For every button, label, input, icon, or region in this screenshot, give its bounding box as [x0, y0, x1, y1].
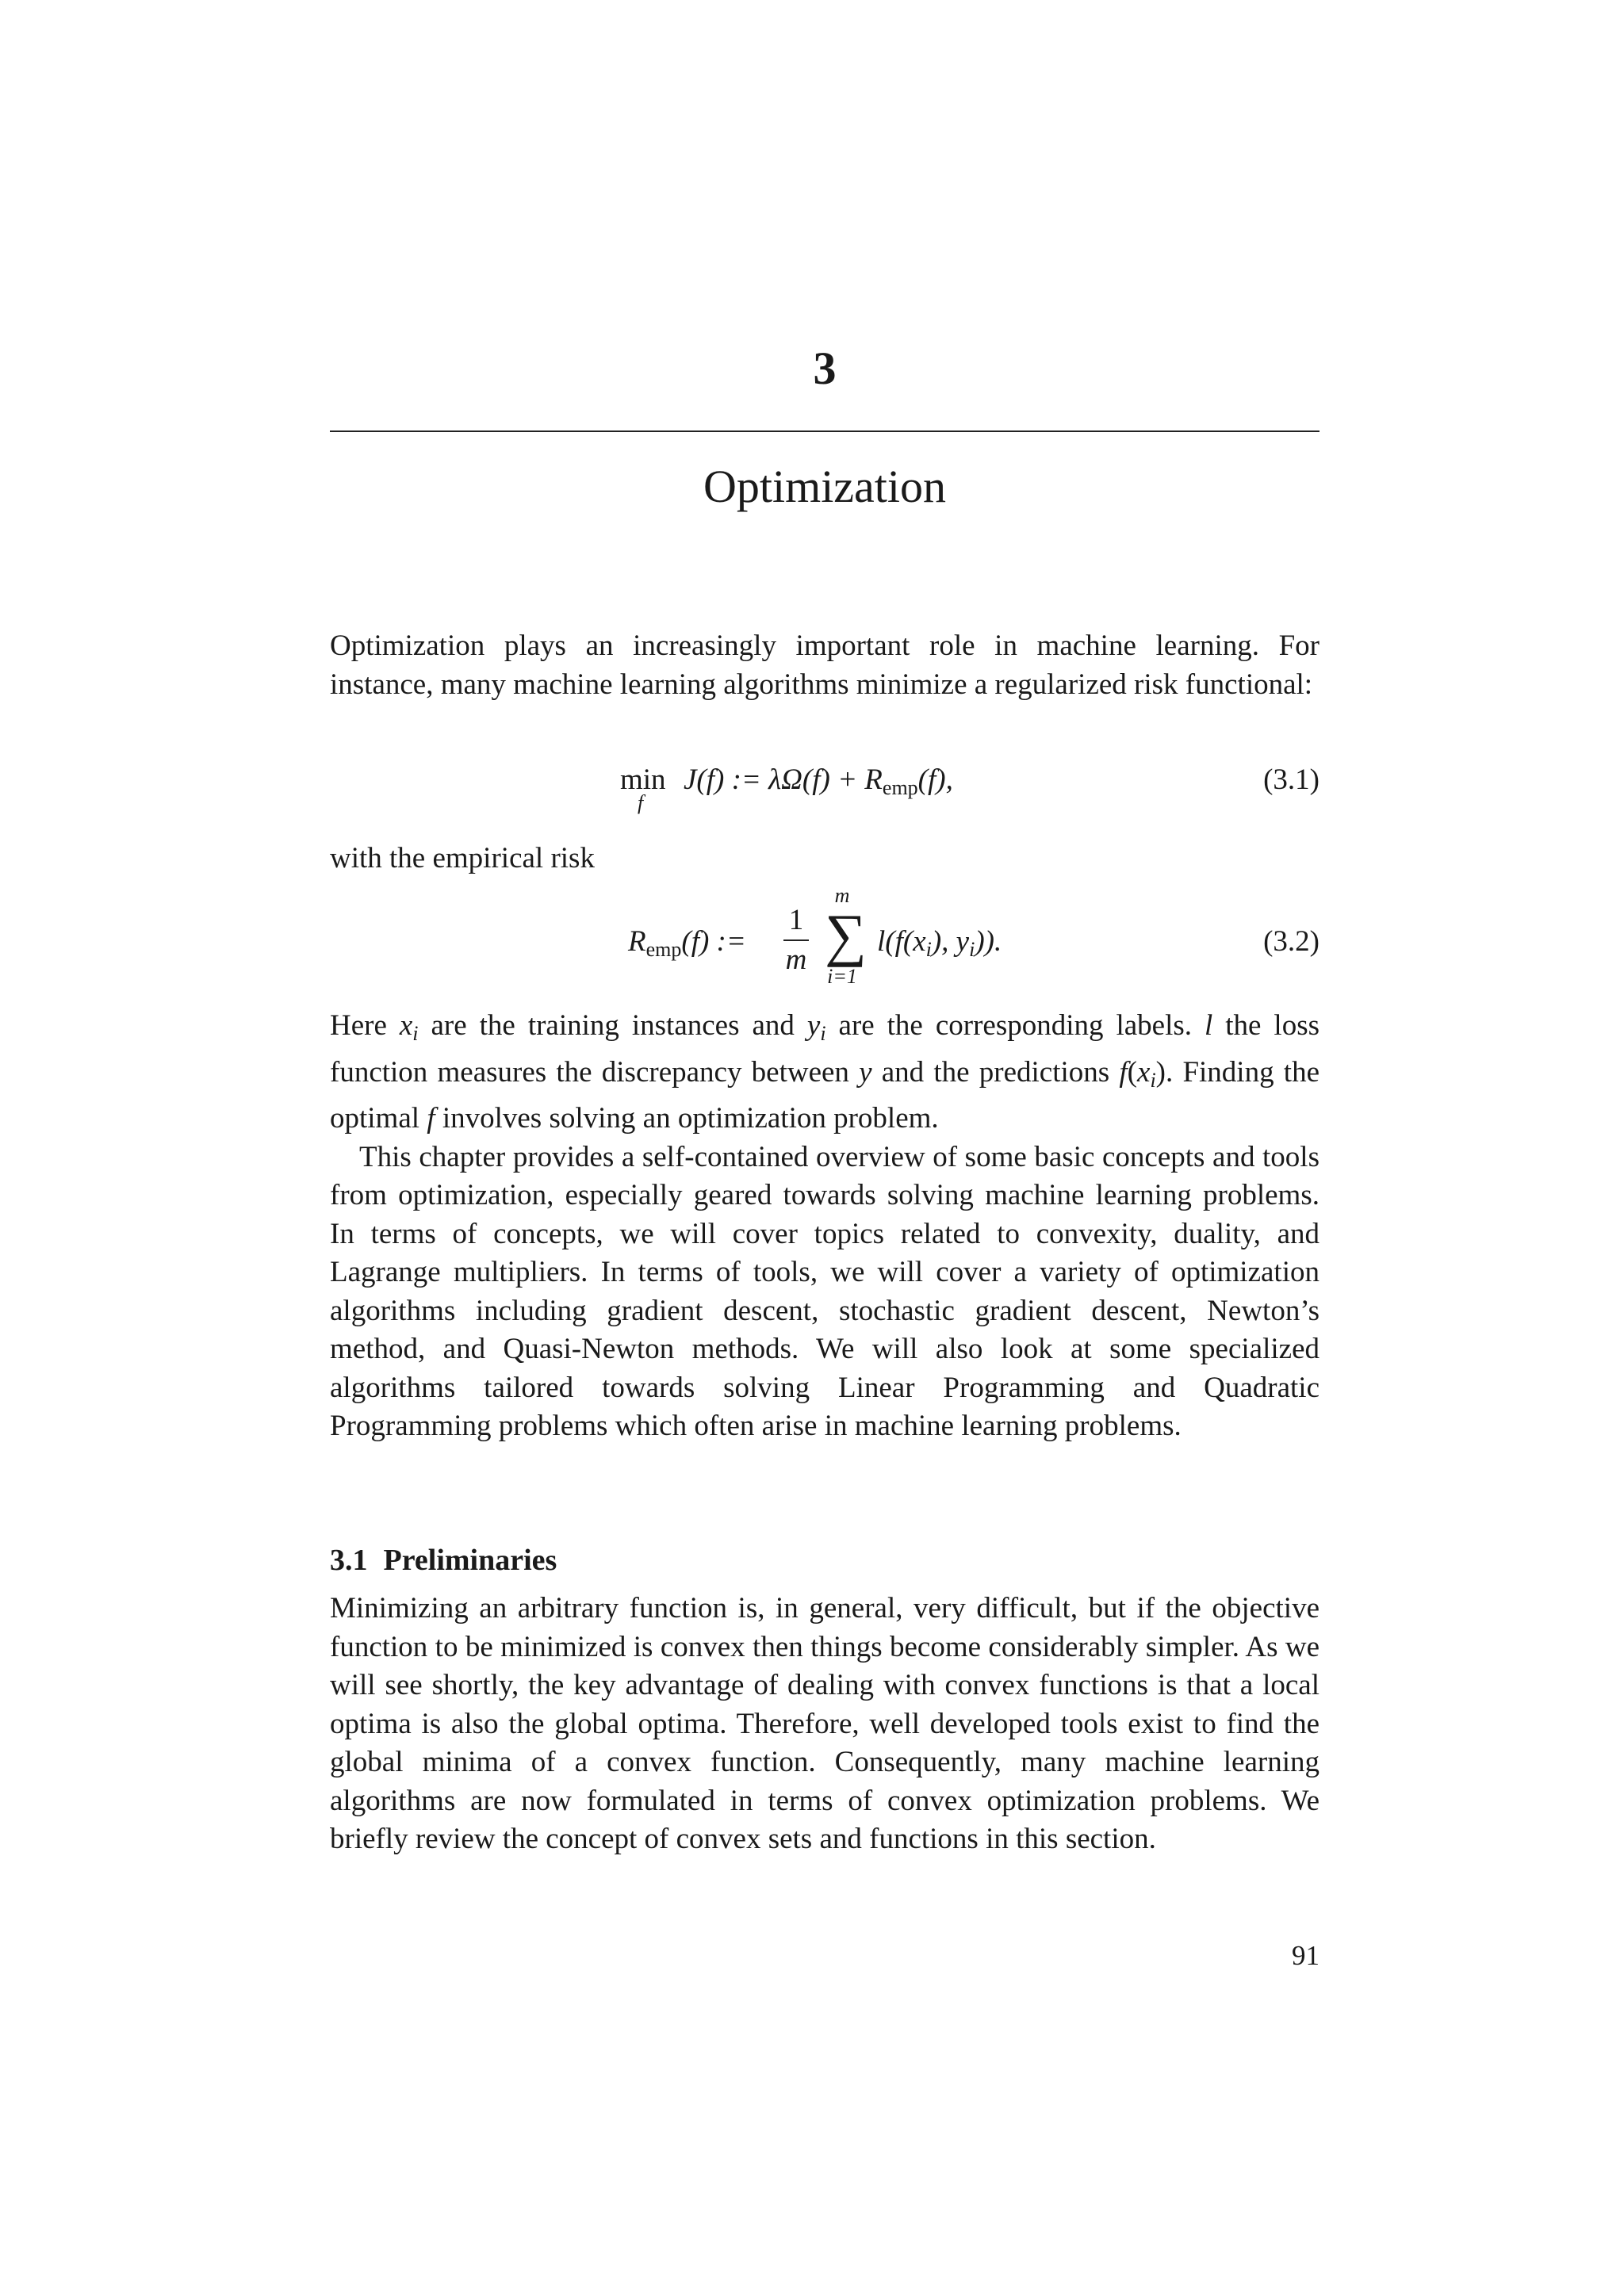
- intro-paragraph-1: [330, 627, 1320, 704]
- eq1-min-operator: min: [620, 763, 666, 796]
- section-title: Preliminaries: [383, 1544, 557, 1577]
- eq2-subscript: emp: [645, 938, 682, 961]
- eq2-lhs-rest: (f) :=: [681, 925, 746, 958]
- eq1-lhs: J(f) := λΩ(f) + R: [684, 763, 883, 796]
- eq1-number: (3.1): [1263, 763, 1320, 796]
- eq2-body-end: )).: [975, 925, 1002, 958]
- eq2-body-sub: i: [925, 938, 932, 961]
- eq2-sum-upper: m: [834, 884, 850, 907]
- eq2-frac-numerator: 1: [788, 904, 804, 936]
- p2-part-c: are the corresponding labels.: [825, 1009, 1205, 1042]
- chapter-title: Optimization: [703, 461, 947, 512]
- p2-part-g: involves solving an optimization problem.: [435, 1102, 939, 1135]
- eq2-body-sub2: i: [969, 938, 975, 961]
- eq2-frac-bar: [783, 939, 809, 941]
- chapter-rule: [330, 430, 1320, 432]
- p2-part-b: are the training instances and: [418, 1009, 807, 1042]
- section-body: [330, 1590, 1320, 1859]
- eq2-summand: [877, 924, 1002, 962]
- intro-paragraph-2: [330, 1007, 1320, 1446]
- eq1-rhs: (f),: [917, 763, 953, 796]
- equation-3-1: [330, 763, 1320, 818]
- intro-p3-text: This chapter provides a self-contained overview of some basic concepts and tools from optimization, especially geared towards solving machine learning problems. In terms of concepts, we will cover topics related to convexity, duality, and Lagrange multipliers. In terms of tools, we will cover a variety of optimization algorithms including gradient descent, stochastic gradient descent, Newton’s method, and Quasi-Newton methods. We will also look at some specialized algorithms tailored towards solving Linear Programming and Quadratic Programming problems which often arise in machine learning problems.: [330, 1140, 1320, 1442]
- p2-part-d: the loss function measures the discrepancy between: [330, 1009, 1320, 1089]
- chapter-number: 3: [813, 342, 837, 394]
- section-number: 3.1: [330, 1544, 368, 1577]
- eq2-body: l(f(x: [877, 925, 926, 958]
- eq1-min-subscript: f: [638, 791, 644, 814]
- page-number: 91: [1292, 1940, 1320, 1971]
- eq2-lhs-group: [628, 924, 746, 962]
- p2-part-e: and the predictions: [871, 1055, 1120, 1089]
- between-equations-text: [330, 840, 1320, 878]
- equation-3-2: [330, 884, 1320, 995]
- eq2-frac-denominator: m: [785, 943, 807, 976]
- eq2-fraction: [783, 903, 809, 978]
- eq2-lhs: R: [628, 925, 646, 958]
- eq2-sum-symbol: ∑: [825, 903, 867, 968]
- eq1-subscript: emp: [882, 776, 918, 799]
- section-body-text: Minimizing an arbitrary function is, in general, very difficult, but if the objective function to be minimized is convex then things become considerably simpler. As we will see shortly, the key advantage of dealing with convex functions is that a local optima is also the global optima. Therefore, well developed tools exist to find the global minima of a convex function. Consequently, many machine learning algorithms are now formulated in terms of convex optimization problems. We briefly review the concept of convex sets and functions in this section.: [330, 1592, 1320, 1855]
- eq1-expression: [684, 763, 953, 800]
- p2-part-f: . Finding the optimal: [330, 1055, 1320, 1135]
- eq2-body-mid: ), y: [931, 925, 970, 958]
- eq2-number: (3.2): [1263, 925, 1320, 958]
- intro-p2: Here xi are the training instances and yi are the corresponding labels. l the loss function measures the discrepancy between y and the predictions f(xi). Finding the optimal f involves solving an optimization problem.: [330, 1009, 1320, 1135]
- eq2-sum-lower: i=1: [827, 965, 857, 988]
- intro-p1-text: Optimization plays an increasingly important role in machine learning. For instance, many machine learning algorithms minimize a regularized risk functional:: [330, 629, 1320, 701]
- p2-part-a: Here: [330, 1009, 400, 1042]
- between-eq-text: with the empirical risk: [330, 842, 595, 874]
- section-heading: [330, 1541, 1320, 1579]
